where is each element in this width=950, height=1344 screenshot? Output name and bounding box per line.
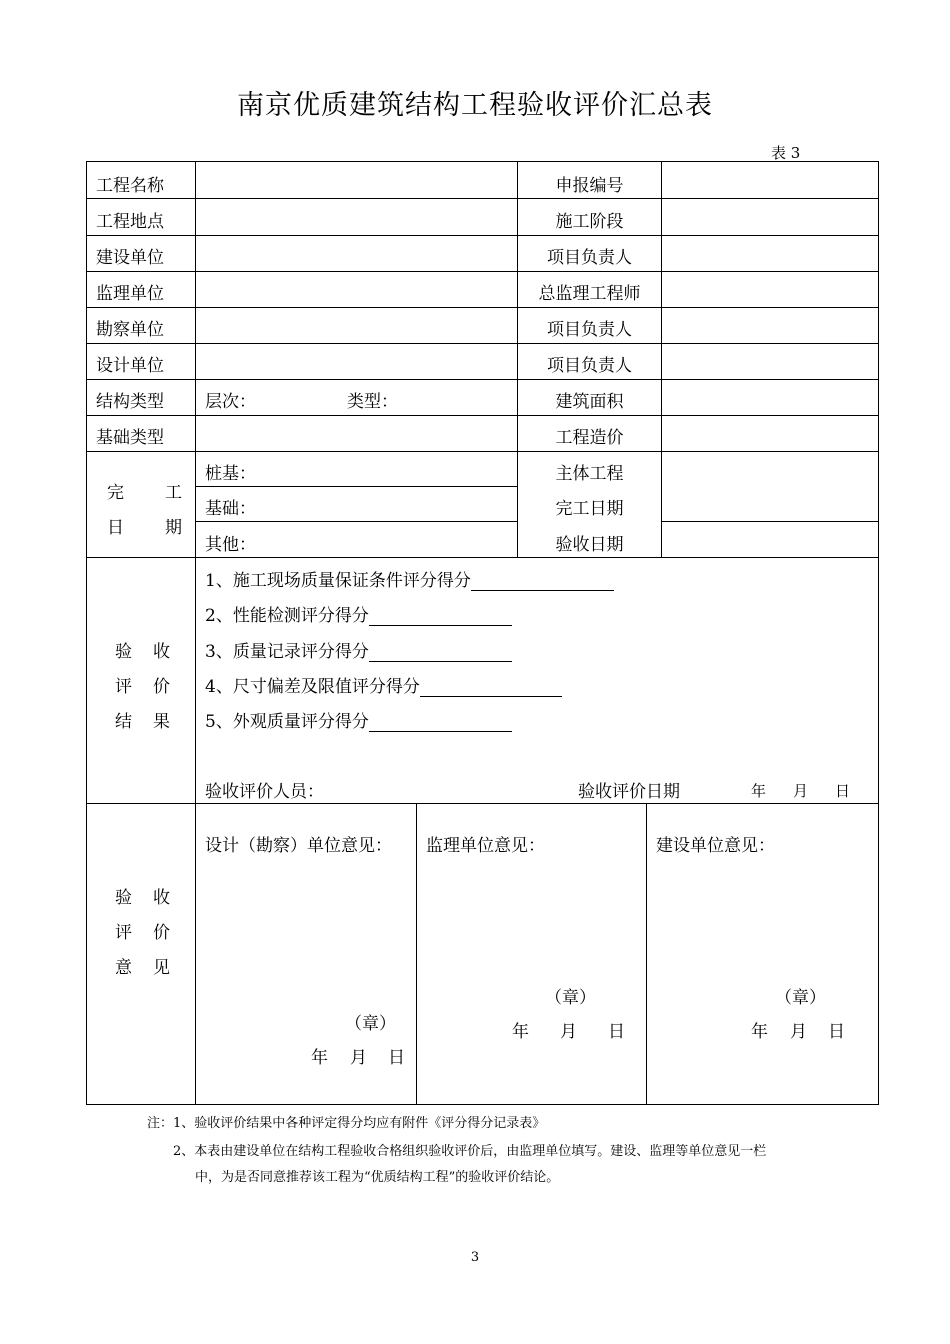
eval-year: 年 xyxy=(751,782,767,800)
result-label-char-4: 价 xyxy=(153,677,170,697)
label-supervision-unit: 监理单位 xyxy=(96,284,164,304)
score-blank-4[interactable] xyxy=(420,678,562,697)
score-item-3 xyxy=(205,637,512,662)
result-label-char-2: 收 xyxy=(153,642,170,662)
label-structure-type: 结构类型 xyxy=(96,392,164,412)
label-acceptance-date: 验收日期 xyxy=(555,535,624,555)
design-month: 月 xyxy=(350,1048,367,1068)
score-blank-2[interactable] xyxy=(369,607,512,626)
completion-label-char-2: 工 xyxy=(165,483,182,503)
score-blank-5[interactable] xyxy=(369,713,512,732)
score-item-3-label: 3、质量记录评分得分 xyxy=(205,642,369,662)
supervision-unit-opinion-label: 监理单位意见： xyxy=(426,836,545,856)
score-item-1-label: 1、施工现场质量保证条件评分得分 xyxy=(205,571,471,591)
label-survey-unit: 勘察单位 xyxy=(96,320,164,340)
design-unit-opinion-label: 设计（勘察）单位意见： xyxy=(205,836,392,856)
supervision-month: 月 xyxy=(560,1022,577,1042)
label-evaluation-date: 验收评价日期 xyxy=(578,782,680,802)
score-item-5-label: 5、外观质量评分得分 xyxy=(205,712,369,732)
label-foundation: 基础： xyxy=(205,499,256,519)
construction-month: 月 xyxy=(790,1022,807,1042)
supervision-year: 年 xyxy=(512,1022,529,1042)
opinion-label-char-6: 见 xyxy=(153,958,170,978)
summary-table-frame xyxy=(86,161,879,1105)
note-1: 注：1、验收评价结果中各种评定得分均应有附件《评分得分记录表》 xyxy=(147,1116,546,1131)
label-project-manager-2: 项目负责人 xyxy=(547,320,632,340)
score-item-1 xyxy=(205,566,614,591)
result-label-char-5: 结 xyxy=(115,712,132,732)
label-construction-unit: 建设单位 xyxy=(96,248,164,268)
opinion-label-char-5: 意 xyxy=(115,958,132,978)
supervision-seal: （章） xyxy=(545,988,596,1008)
label-design-unit: 设计单位 xyxy=(96,356,164,376)
label-project-location: 工程地点 xyxy=(96,212,164,232)
construction-seal: （章） xyxy=(775,988,826,1008)
opinion-label-char-4: 价 xyxy=(153,923,170,943)
label-chief-supervisor: 总监理工程师 xyxy=(538,284,641,304)
label-main-structure: 主体工程 xyxy=(555,464,624,484)
label-foundation-type: 基础类型 xyxy=(96,428,164,448)
label-floors: 层次： xyxy=(205,392,256,412)
completion-label-char-1: 完 xyxy=(107,483,124,503)
design-day: 日 xyxy=(388,1048,405,1068)
score-item-4-label: 4、尺寸偏差及限值评分得分 xyxy=(205,677,420,697)
completion-label-char-3: 日 xyxy=(107,518,124,538)
page-number: 3 xyxy=(470,1250,480,1265)
opinion-label-char-3: 评 xyxy=(115,923,132,943)
result-label-char-6: 果 xyxy=(153,712,170,732)
label-building-area: 建筑面积 xyxy=(555,392,624,412)
label-construction-phase: 施工阶段 xyxy=(555,212,624,232)
label-pile-foundation: 桩基： xyxy=(205,464,256,484)
form-title: 南京优质建筑结构工程验收评价汇总表 xyxy=(237,90,713,121)
label-application-number: 申报编号 xyxy=(555,176,624,196)
score-item-2 xyxy=(205,601,512,626)
construction-day: 日 xyxy=(828,1022,845,1042)
table-number: 表 3 xyxy=(771,144,801,162)
result-label-char-3: 评 xyxy=(115,677,132,697)
label-completion-date: 完工日期 xyxy=(555,499,624,519)
label-other: 其他： xyxy=(205,535,256,555)
result-label-char-1: 验 xyxy=(115,642,132,662)
label-project-name: 工程名称 xyxy=(96,176,164,196)
eval-month: 月 xyxy=(793,782,809,800)
score-blank-1[interactable] xyxy=(471,572,614,591)
construction-year: 年 xyxy=(751,1022,768,1042)
note-2-line-2: 中，为是否同意推荐该工程为“优质结构工程”的验收评价结论。 xyxy=(195,1170,560,1185)
construction-unit-opinion-label: 建设单位意见： xyxy=(656,836,775,856)
score-blank-3[interactable] xyxy=(369,643,512,662)
label-project-manager-1: 项目负责人 xyxy=(547,248,632,268)
supervision-day: 日 xyxy=(608,1022,625,1042)
label-project-cost: 工程造价 xyxy=(555,428,624,448)
note-2-line-1: 2、本表由建设单位在结构工程验收合格组织验收评价后，由监理单位填写。建设、监理等单位意见一栏 xyxy=(173,1144,767,1159)
score-item-2-label: 2、性能检测评分得分 xyxy=(205,606,369,626)
label-evaluators: 验收评价人员： xyxy=(205,782,324,802)
opinion-label-char-1: 验 xyxy=(115,888,132,908)
eval-day: 日 xyxy=(835,782,851,800)
label-type: 类型： xyxy=(347,392,398,412)
label-project-manager-3: 项目负责人 xyxy=(547,356,632,376)
completion-label-char-4: 期 xyxy=(165,518,182,538)
design-seal: （章） xyxy=(345,1014,396,1034)
score-item-4 xyxy=(205,672,562,697)
design-year: 年 xyxy=(311,1048,328,1068)
opinion-label-char-2: 收 xyxy=(153,888,170,908)
score-item-5 xyxy=(205,707,512,732)
